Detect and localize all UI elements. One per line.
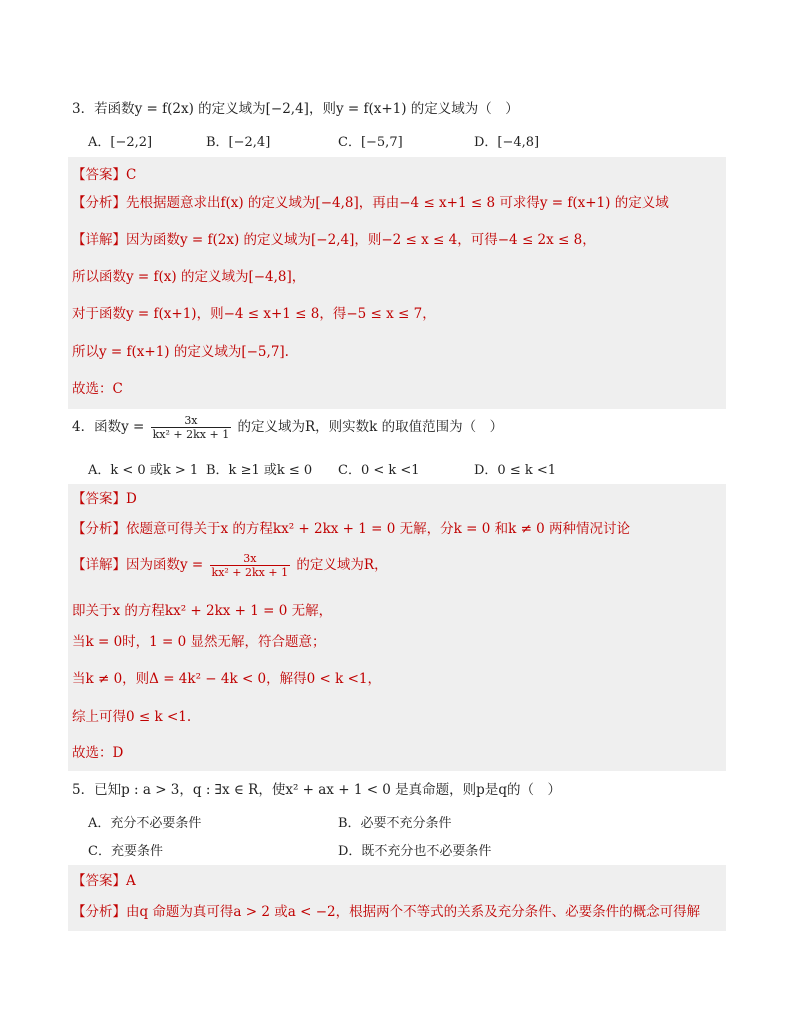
q4-detail-line-1 xyxy=(72,552,388,579)
q4-option-b: B．k ≥1 或k ≤ 0 xyxy=(206,463,313,478)
q4-fraction xyxy=(151,414,232,441)
q4-detail-fraction-denominator: kx² + 2kx + 1 xyxy=(211,566,289,579)
q4-option-d: D．0 ≤ k <1 xyxy=(474,463,557,478)
q4-choice: 故选：D xyxy=(72,745,124,761)
q3-option-a: A．[−2,2] xyxy=(88,135,153,150)
q5-answer: 【答案】A xyxy=(72,873,136,889)
q4-detail-fraction-numerator: 3x xyxy=(243,552,257,565)
q5-option-a: A．充分不必要条件 xyxy=(88,816,202,831)
q3-detail-line-1: 【详解】因为函数y = f(2x) 的定义域为[−2,4]，则−2 ≤ x ≤ 4，可得−4 ≤ 2x ≤ 8， xyxy=(72,232,596,248)
q3-detail-line-4: 所以y = f(x+1) 的定义域为[−5,7]. xyxy=(72,344,289,360)
question-3-stem: 3．若函数y = f(2x) 的定义域为[−2,4]，则y = f(x+1) 的定义域为（ ） xyxy=(72,101,519,117)
q4-stem-prefix: 4．函数y = xyxy=(72,419,145,435)
q3-analysis: 【分析】先根据题意求出f(x) 的定义域为[−4,8]，再由−4 ≤ x+1 ≤ 8 可求得y = f(x+1) 的定义域 xyxy=(72,195,669,211)
q4-detail-line-5: 综上可得0 ≤ k <1. xyxy=(72,709,192,725)
q4-fraction-numerator: 3x xyxy=(184,414,198,427)
q5-option-d: D．既不充分也不必要条件 xyxy=(338,844,492,859)
q4-detail-fraction xyxy=(210,552,291,579)
q4-option-c: C．0 < k <1 xyxy=(338,463,420,478)
q4-detail-line-3: 当k = 0时，1 = 0 显然无解，符合题意； xyxy=(72,634,326,650)
q3-detail-line-3: 对于函数y = f(x+1)，则−4 ≤ x+1 ≤ 8，得−5 ≤ x ≤ 7， xyxy=(72,306,436,322)
q4-analysis: 【分析】依题意可得关于x 的方程kx² + 2kx + 1 = 0 无解，分k = 0 和k ≠ 0 两种情况讨论 xyxy=(72,521,631,537)
q3-option-b: B．[−2,4] xyxy=(206,135,271,150)
q4-fraction-denominator: kx² + 2kx + 1 xyxy=(152,428,230,441)
q3-option-c: C．[−5,7] xyxy=(338,135,403,150)
q5-option-b: B．必要不充分条件 xyxy=(338,816,452,831)
q4-answer: 【答案】D xyxy=(72,491,137,507)
q4-detail-prefix: 【详解】因为函数y = xyxy=(72,557,204,573)
question-5-stem: 5．已知p : a > 3，q : ∃x ∈ R，使x² + ax + 1 < 0 是真命题，则p是q的（ ） xyxy=(72,782,561,798)
q5-option-c: C．充要条件 xyxy=(88,844,163,859)
q4-detail-line-2: 即关于x 的方程kx² + 2kx + 1 = 0 无解， xyxy=(72,603,333,619)
q4-stem-suffix: 的定义域为R，则实数k 的取值范围为（ ） xyxy=(237,419,504,435)
q5-answer-block xyxy=(68,865,726,931)
q3-option-d: D．[−4,8] xyxy=(474,135,540,150)
q5-analysis: 【分析】由q 命题为真可得a > 2 或a < −2，根据两个不等式的关系及充分条件、必要条件的概念可得解 xyxy=(72,904,701,920)
q3-choice: 故选：C xyxy=(72,381,123,397)
q4-detail-line-4: 当k ≠ 0，则Δ = 4k² − 4k < 0，解得0 < k <1， xyxy=(72,671,381,687)
q4-detail-suffix: 的定义域为R， xyxy=(296,557,388,573)
q3-answer: 【答案】C xyxy=(72,167,137,183)
q3-detail-line-2: 所以函数y = f(x) 的定义域为[−4,8]， xyxy=(72,269,306,285)
question-4-stem xyxy=(72,414,503,441)
q4-option-a: A．k < 0 或k > 1 xyxy=(88,463,199,478)
